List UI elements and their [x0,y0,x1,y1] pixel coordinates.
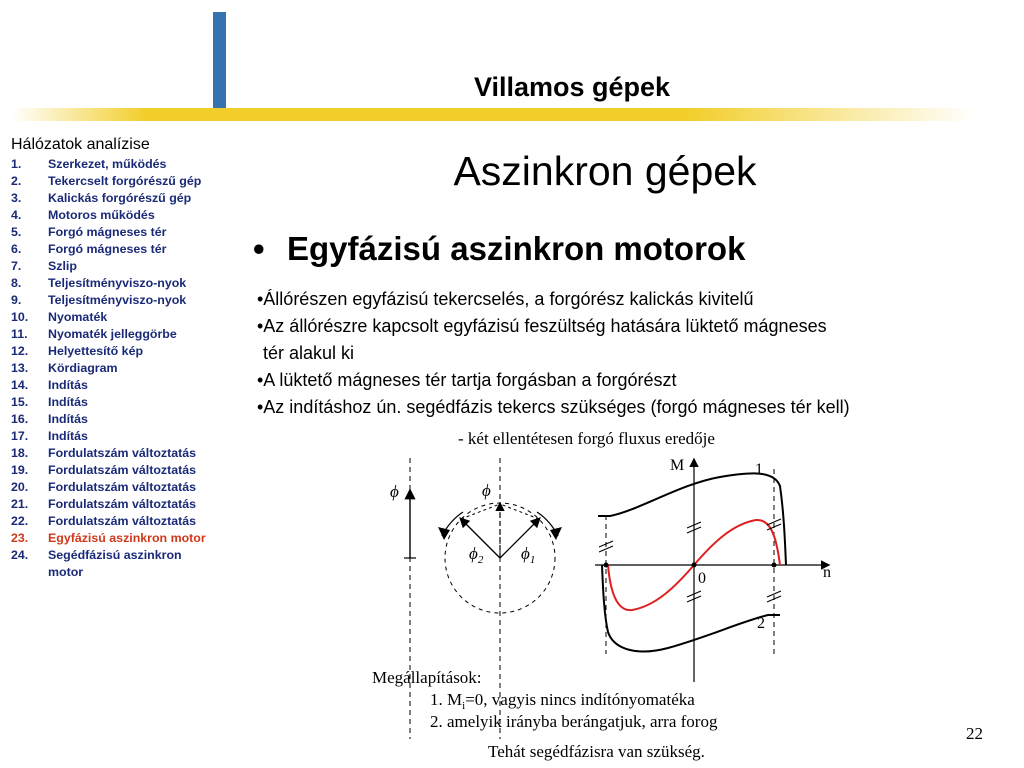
sidebar-item-number: 21. [11,497,29,511]
origin-point [692,563,697,568]
sidebar-item[interactable] [11,343,211,360]
course-title: Villamos gépek [473,72,671,102]
sidebar-item-number: 3. [11,191,22,205]
sidebar-item-number: 6. [11,242,22,256]
sidebar-item[interactable] [11,462,211,479]
sidebar-item-number: 13. [11,361,29,375]
sidebar-item-number: 11. [11,327,28,341]
sidebar-item[interactable] [11,309,211,326]
sidebar-item-label: Forgó mágneses tér [48,242,167,256]
sidebar-item-number: 7. [11,259,22,273]
sidebar-item-number: 17. [11,429,29,443]
rotation-arrow-right [550,527,562,540]
sidebar-item[interactable] [11,513,211,530]
parallelogram-side-left [461,504,500,519]
phi-label-resultant: ϕ [482,481,491,500]
sidebar-item-number: 14. [11,378,29,392]
sidebar-title: Hálózatok analízise [11,136,150,153]
sidebar-item-number: 12. [11,344,29,358]
sidebar-outline [11,136,211,581]
sidebar-item-label: Fordulatszám változtatás [48,480,197,494]
sidebar-item-label: Fordulatszám változtatás [48,514,197,528]
curve-2-label: 2 [757,615,765,632]
rotation-arrow-left [438,527,450,540]
sidebar-item[interactable] [11,326,211,343]
line-3: tér alakul ki [263,343,355,363]
sidebar-item-number: 4. [11,208,22,222]
accent-vertical-bar [213,12,226,121]
sidebar-item-label: Indítás [48,378,88,392]
origin-label: 0 [698,570,706,587]
sidebar-item[interactable] [11,428,211,445]
sidebar-item[interactable] [11,360,211,377]
sidebar-item-label: Egyfázisú aszinkron motor [48,531,206,545]
sidebar-item-label: Segédfázisú aszinkron motor [48,548,182,579]
sidebar-item[interactable] [11,207,211,224]
sidebar-item[interactable] [11,190,211,207]
sidebar-item-number: 9. [11,293,22,307]
sidebar-item-label: Fordulatszám változtatás [48,446,197,460]
sidebar-item-label: Fordulatszám változtatás [48,497,197,511]
sidebar-item-number: 5. [11,225,22,239]
flux-vector-2 [461,519,500,558]
sidebar-item-number: 16. [11,412,29,426]
sidebar-item-label: Nyomaték [48,310,108,324]
sidebar-item-label: Nyomaték jelleggörbe [48,327,177,341]
sidebar-item-label: Motoros működés [48,208,155,222]
sidebar-item-number: 1. [11,157,22,171]
sidebar-item-number: 22. [11,514,29,528]
torque-curve-2 [602,565,780,651]
motor-figure [360,424,1010,768]
sidebar-item-label: Tekercselt forgórészű gép [48,174,202,188]
sidebar-item-label: Forgó mágneses tér [48,225,167,239]
findings-title: Megállapítások: [372,668,482,687]
conclusion: Tehát segédfázisra van szükség. [488,742,705,761]
sidebar-item-number: 24. [11,548,29,562]
sidebar-item[interactable] [11,411,211,428]
sidebar-item-label: Fordulatszám változtatás [48,463,197,477]
sidebar-item-label: Kördiagram [48,361,118,375]
sidebar-item[interactable] [11,394,211,411]
main-bullet [253,230,745,268]
n-axis-label: n [823,564,831,581]
sidebar-item[interactable] [11,292,211,309]
sidebar-item[interactable] [11,445,211,462]
finding-2: 2. amelyik irányba berángatjuk, arra forog [430,712,718,731]
sidebar-item[interactable] [11,479,211,496]
accent-horizontal-bar [12,108,974,121]
sidebar-item-label: Teljesítményviszo-nyok [48,293,187,307]
sidebar-item-label: Teljesítményviszo-nyok [48,276,187,290]
sidebar-item-number: 15. [11,395,29,409]
sidebar-item-number: 23. [11,531,29,545]
sidebar-item[interactable] [11,224,211,241]
sidebar-item[interactable] [11,241,211,258]
sidebar-item[interactable] [11,496,211,513]
flux-vector-1 [500,519,539,558]
parallelogram-side-right [500,504,539,519]
sync-point-pos [772,563,777,568]
slide-title: Aszinkron gépek [453,148,757,194]
sidebar-item-label: Szerkezet, működés [48,157,167,171]
sidebar-item-label: Szlip [48,259,77,273]
sidebar-item[interactable] [11,530,211,547]
sync-point-neg [604,563,609,568]
sidebar-item-number: 20. [11,480,29,494]
figure-caption: - két ellentétesen forgó fluxus eredője [458,429,715,448]
sidebar-item-label: Helyettesítő kép [48,344,144,358]
sidebar-item-label: Indítás [48,412,88,426]
main-bullet-text: Egyfázisú aszinkron motorok [287,230,746,267]
sidebar-item[interactable] [11,377,211,394]
sidebar-item-number: 2. [11,174,22,188]
sidebar-item-number: 18. [11,446,29,460]
line-4: •A lüktető mágneses tér tartja forgásban a forgórészt [257,370,677,390]
sidebar-item-number: 10. [11,310,29,324]
page-number: 22 [966,724,983,743]
curve-1-label: 1 [755,461,763,478]
line-2: •Az állórészre kapcsolt egyfázisú feszültség hatására lüktető mágneses [257,316,827,336]
sidebar-item-label: Indítás [48,429,88,443]
sidebar-item-number: 19. [11,463,29,477]
bullet-marker: • [253,230,265,267]
sidebar-item[interactable] [11,547,211,581]
sidebar-item[interactable] [11,275,211,292]
sidebar-item-label: Kalickás forgórészű gép [48,191,192,205]
bullet-lines [257,286,850,421]
line-1: •Állórészen egyfázisú tekercselés, a forgórész kalickás kivitelű [257,289,754,309]
phi2-label: $\phi_2$ [469,544,484,566]
sidebar-item-number: 8. [11,276,22,290]
sidebar-list [11,156,211,581]
m-axis-label: M [670,457,685,474]
line-5: •Az indításhoz ún. segédfázis tekercs szükséges (forgó mágneses tér kell) [257,397,850,417]
sidebar-item-label: Indítás [48,395,88,409]
sidebar-item[interactable] [11,258,211,275]
phi-label-left: ϕ [390,482,399,501]
phi1-label: $\phi_1$ [521,544,536,566]
sidebar-item[interactable] [11,156,211,173]
sidebar-item[interactable] [11,173,211,190]
finding-1: 1. $M_i=0$, vagyis nincs indítónyomatéka [430,690,695,712]
